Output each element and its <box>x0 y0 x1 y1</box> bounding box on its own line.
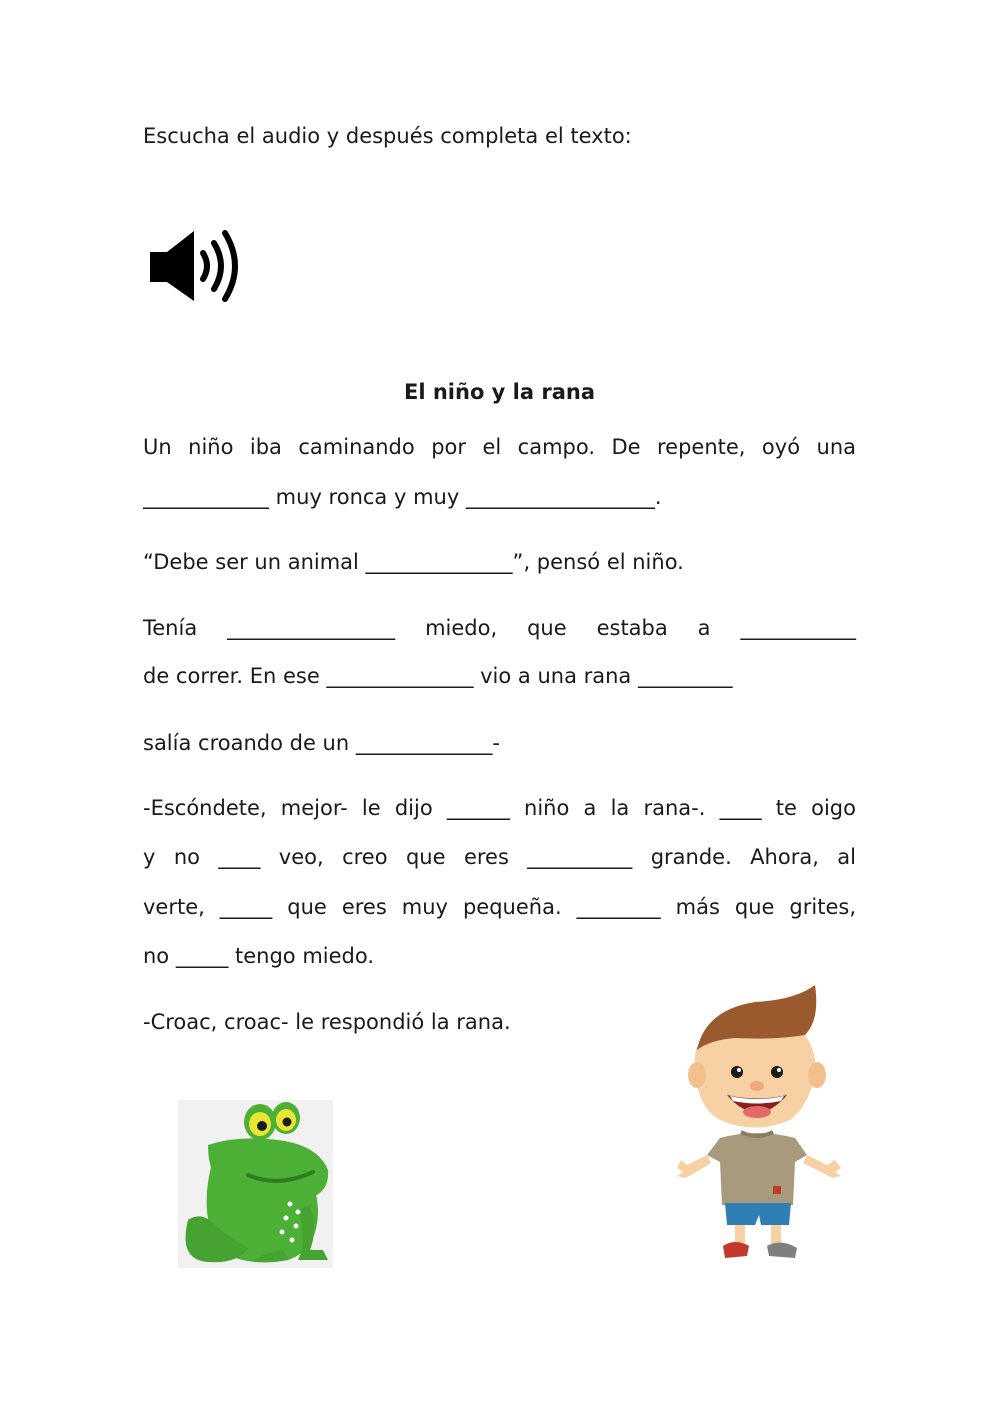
story-line-9: verte, _____ que eres muy pequeña. ________ más que grites, <box>143 895 856 919</box>
story-line-8: y no ____ veo, creo que eres __________ grande. Ahora, al <box>143 845 856 869</box>
story-line-5: de correr. En ese ______________ vio a una rana _________ <box>143 664 733 688</box>
story-title: El niño y la rana <box>403 380 596 404</box>
story-line-1: Un niño iba caminando por el campo. De repente, oyó una <box>143 435 856 459</box>
boy-illustration <box>675 980 847 1270</box>
story-line-7: -Escóndete, mejor- le dijo ______ niño a la rana-. ____ te oigo <box>143 796 856 820</box>
frog-illustration <box>178 1100 333 1268</box>
instruction-text: Escucha el audio y después completa el texto: <box>143 124 632 148</box>
story-line-3: “Debe ser un animal ______________”, pensó el niño. <box>143 550 684 574</box>
story-line-6: salía croando de un _____________- <box>143 731 500 755</box>
story-line-2: ____________ muy ronca y muy __________________. <box>143 485 662 509</box>
story-line-11: -Croac, croac- le respondió la rana. <box>143 1010 511 1034</box>
story-line-10: no _____ tengo miedo. <box>143 944 375 968</box>
story-line-4: Tenía ________________ miedo, que estaba a ___________ <box>143 616 856 640</box>
speaker-icon[interactable] <box>148 228 243 304</box>
